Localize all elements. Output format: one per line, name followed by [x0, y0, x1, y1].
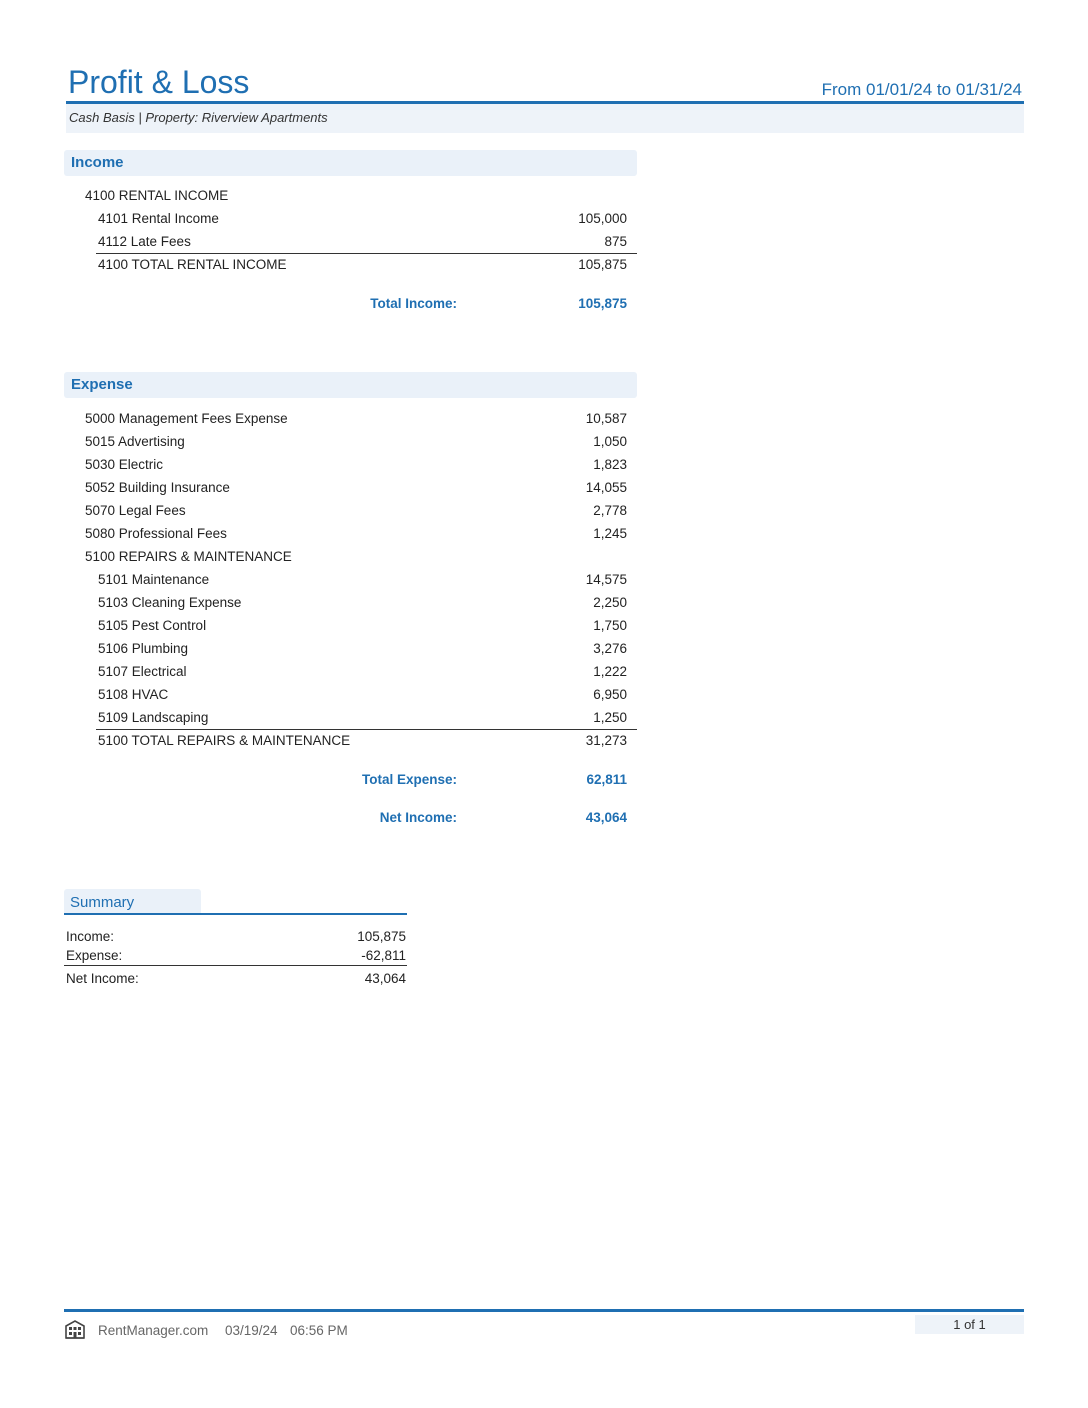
row-label: 5107 Electrical	[98, 664, 187, 679]
table-row	[85, 407, 627, 430]
row-label: 4112 Late Fees	[98, 234, 191, 249]
row-label: 4100 TOTAL RENTAL INCOME	[98, 257, 287, 272]
row-value: 105,000	[578, 211, 627, 226]
table-row	[85, 522, 627, 545]
table-row	[98, 207, 627, 230]
footer-divider	[64, 1309, 1024, 1312]
row-value: 31,273	[585, 733, 627, 748]
row-label: 5106 Plumbing	[98, 641, 189, 656]
row-value: 14,575	[585, 572, 627, 587]
building-icon	[64, 1318, 86, 1340]
row-value: 2,778	[593, 503, 627, 518]
row-label: Expense:	[66, 948, 123, 963]
row-label: 5103 Cleaning Expense	[98, 595, 242, 610]
summary-expense-row	[66, 946, 406, 965]
summary-income-row	[66, 927, 406, 946]
row-label: 4100 RENTAL INCOME	[85, 188, 229, 203]
income-section-header	[64, 150, 637, 176]
table-row	[98, 683, 627, 706]
expense-section-header	[64, 372, 637, 398]
row-value: 3,276	[593, 641, 627, 656]
table-row	[85, 453, 627, 476]
expense-group-total	[98, 729, 627, 752]
page-number: 1 of 1	[915, 1315, 1024, 1334]
table-row	[98, 591, 627, 614]
total-income-value: 105,875	[578, 296, 627, 311]
income-group-header	[85, 184, 627, 207]
summary-heading: Summary	[70, 894, 135, 911]
table-row	[98, 568, 627, 591]
total-expense-label: Total Expense:	[361, 772, 457, 787]
subtitle-bar	[66, 104, 1024, 133]
row-label: 5070 Legal Fees	[85, 503, 186, 518]
row-value: 1,250	[593, 710, 627, 725]
row-value: 1,222	[593, 664, 627, 679]
row-label: Net Income:	[66, 971, 139, 986]
income-group-total	[98, 253, 627, 276]
net-income-label: Net Income:	[379, 810, 457, 825]
row-value: 875	[604, 234, 627, 249]
row-label: Income:	[66, 929, 115, 944]
row-label: 5105 Pest Control	[98, 618, 207, 633]
row-value: 2,250	[593, 595, 627, 610]
footer-date: 03/19/24	[225, 1323, 278, 1338]
row-label: 5030 Electric	[85, 457, 164, 472]
expense-group-header	[85, 545, 627, 568]
row-value: 1,750	[593, 618, 627, 633]
page-title: Profit & Loss	[68, 64, 250, 100]
row-label: 5109 Landscaping	[98, 710, 209, 725]
row-label: 5080 Professional Fees	[85, 526, 227, 541]
table-row	[98, 614, 627, 637]
row-label: 5015 Advertising	[85, 434, 185, 449]
row-value: 105,875	[357, 929, 406, 944]
row-value: 10,587	[585, 411, 627, 426]
table-row	[98, 706, 627, 729]
footer-brand: RentManager.com	[98, 1323, 209, 1338]
row-value: 105,875	[578, 257, 627, 272]
table-row	[85, 476, 627, 499]
table-row	[98, 230, 627, 253]
row-label: 5100 REPAIRS & MAINTENANCE	[85, 549, 292, 564]
row-value: 43,064	[364, 971, 406, 986]
table-row	[98, 637, 627, 660]
row-value: 1,823	[593, 457, 627, 472]
row-value: 1,245	[593, 526, 627, 541]
row-value: 6,950	[593, 687, 627, 702]
net-income-value: 43,064	[585, 810, 627, 825]
summary-net-row	[66, 969, 406, 988]
row-label: 5000 Management Fees Expense	[85, 411, 288, 426]
table-row	[85, 430, 627, 453]
row-label: 5100 TOTAL REPAIRS & MAINTENANCE	[98, 733, 351, 748]
expense-heading: Expense	[71, 376, 133, 393]
row-value: 14,055	[585, 480, 627, 495]
total-expense-value: 62,811	[586, 772, 627, 787]
table-row	[85, 499, 627, 522]
row-label: 5101 Maintenance	[98, 572, 210, 587]
row-label: 5108 HVAC	[98, 687, 169, 702]
row-value: 1,050	[593, 434, 627, 449]
income-heading: Income	[71, 154, 124, 171]
row-label: 5052 Building Insurance	[85, 480, 230, 495]
summary-divider	[64, 913, 407, 915]
report-subtitle: Cash Basis | Property: Riverview Apartments	[69, 110, 328, 125]
total-income-label: Total Income:	[370, 296, 457, 311]
footer-time: 06:56 PM	[290, 1323, 348, 1338]
summary-tab	[64, 889, 201, 914]
summary-total-divider	[64, 965, 407, 966]
date-range: From 01/01/24 to 01/31/24	[821, 80, 1022, 99]
table-row	[98, 660, 627, 683]
row-value: -62,811	[361, 948, 406, 963]
row-label: 4101 Rental Income	[98, 211, 219, 226]
